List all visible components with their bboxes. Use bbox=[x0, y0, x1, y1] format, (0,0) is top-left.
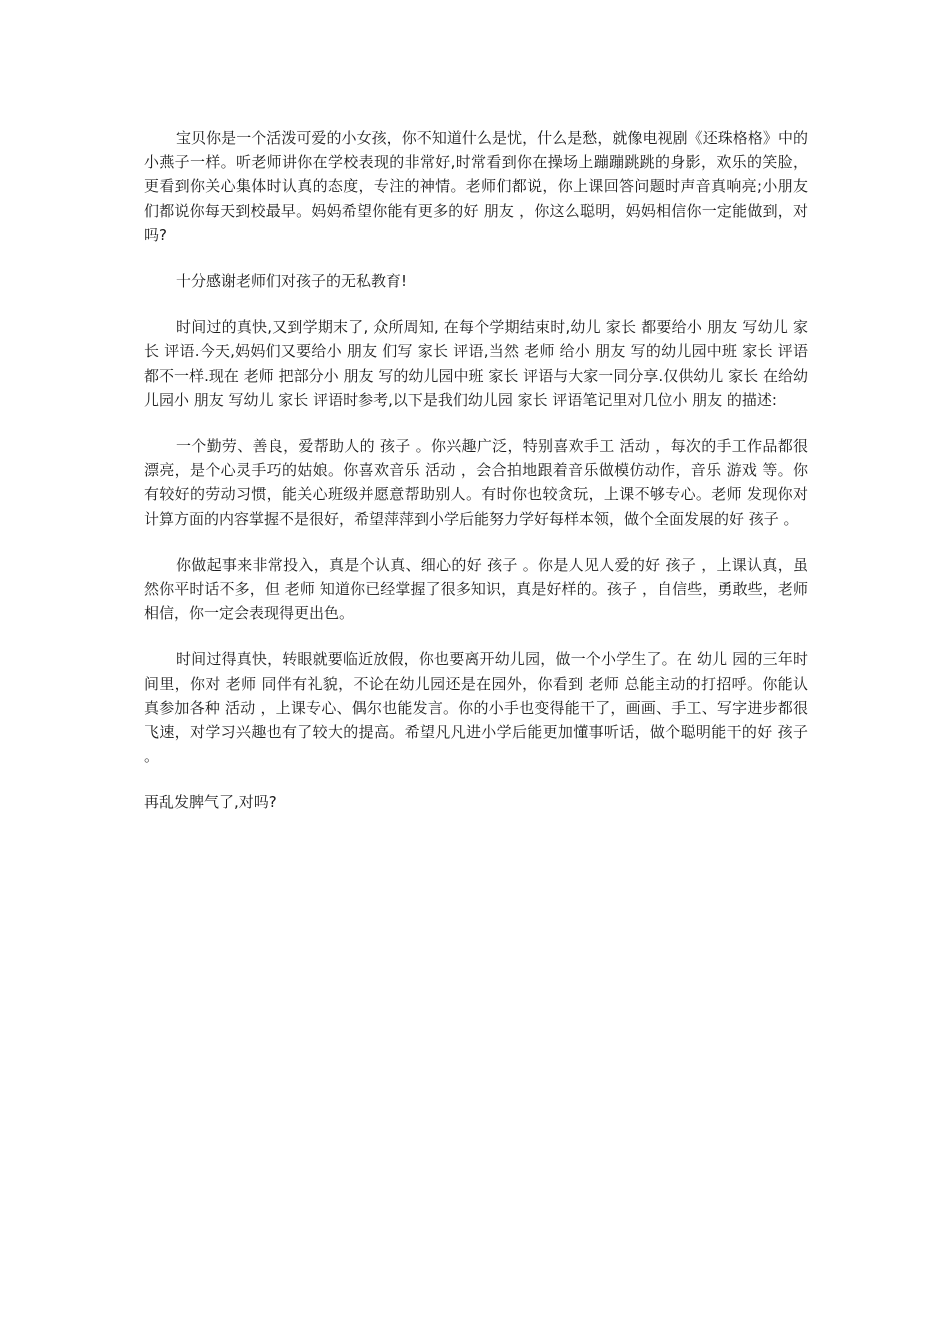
paragraph-3: 时间过的真快,又到学期末了, 众所周知, 在每个学期结束时,幼儿 家长 都要给小 朋友 写幼儿 家长 评语.今天,妈妈们又要给小 朋友 们写 家长 评语,当然 老师 给小 朋友 写的幼儿园中班 家长 评语都不一样.现在 老师 把部分小 朋友 写的幼儿园中班 家长 评语与大家一同分享.仅供幼儿 家长 在给幼儿园小 朋友 写幼儿 家长 评语时参考,以下是我们幼儿园 家长 评语笔记里对几位小 朋友 的描述: bbox=[144, 318, 808, 409]
paragraph-4: 一个勤劳、善良，爱帮助人的 孩子 。你兴趣广泛，特别喜欢手工 活动 ，每次的手工作品都很漂亮，是个心灵手巧的姑娘。你喜欢音乐 活动 ，会合拍地跟着音乐做模仿动作，音乐 游戏 等。你有较好的劳动习惯，能关心班级并愿意帮助别人。有时你也较贪玩，上课不够专心。老师 发现你对计算方面的内容掌握不是很好，希望萍萍到小学后能努力学好每样本领，做个全面发展的好 孩子 。 bbox=[144, 437, 808, 528]
paragraph-1: 宝贝你是一个活泼可爱的小女孩，你不知道什么是忧，什么是愁，就像电视剧《还珠格格》中的小燕子一样。听老师讲你在学校表现的非常好,时常看到你在操场上蹦蹦跳跳的身影，欢乐的笑脸，更看到你关心集体时认真的态度，专注的神情。老师们都说，你上课回答问题时声音真响亮;小朋友们都说你每天到校最早。妈妈希望你能有更多的好 朋友 ，你这么聪明，妈妈相信你一定能做到，对吗? bbox=[144, 129, 808, 244]
paragraph-6: 时间过得真快，转眼就要临近放假，你也要离开幼儿园，做一个小学生了。在 幼儿 园的三年时间里，你对 老师 同伴有礼貌，不论在幼儿园还是在园外，你看到 老师 总能主动的打招呼。你能认真参加各种 活动 ，上课专心、偶尔也能发言。你的小手也变得能干了，画画、手工、写字进步都很飞速，对学习兴趣也有了较大的提高。希望凡凡进小学后能更加懂事听话，做个聪明能干的好 孩子 。 bbox=[144, 650, 808, 766]
paragraph-2: 十分感谢老师们对孩子的无私教育! bbox=[176, 272, 408, 291]
document-body bbox=[144, 126, 808, 837]
paragraph-5: 你做起事来非常投入，真是个认真、细心的好 孩子 。你是人见人爱的好 孩子 ，上课认真，虽然你平时话不多，但 老师 知道你已经掌握了很多知识，真是好样的。孩子 ，自信些，勇敢些，老师 相信，你一定会表现得更出色。 bbox=[144, 555, 808, 623]
paragraph-7: 再乱发脾气了,对吗? bbox=[144, 793, 277, 812]
